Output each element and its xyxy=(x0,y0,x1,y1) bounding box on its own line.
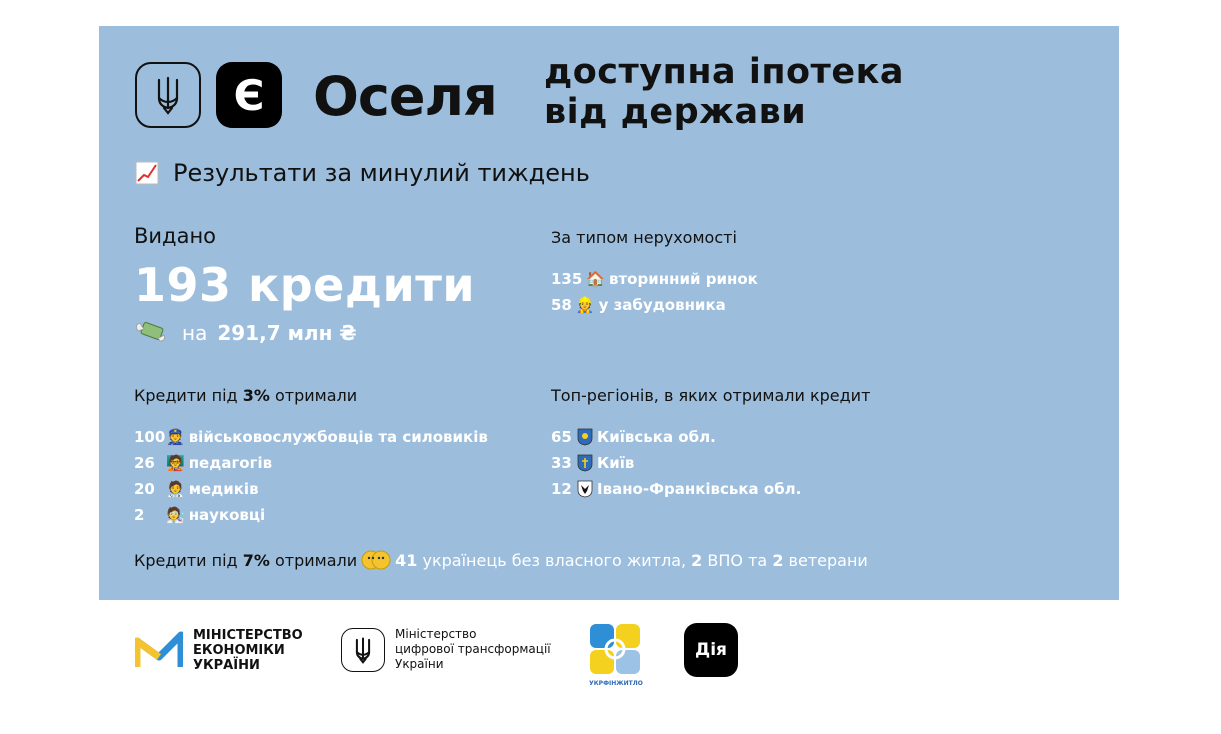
kyiv-oblast-coat-of-arms-icon xyxy=(577,428,593,446)
health-worker-icon: 🧑‍⚕️ xyxy=(166,479,185,498)
issued-count: 193 кредити xyxy=(134,258,476,312)
scientist-icon: 🧑‍🔬 xyxy=(166,505,185,524)
ukrfinzhytlo-logo xyxy=(588,622,644,686)
label-suffix: отримали xyxy=(274,386,358,405)
money-with-wings-icon xyxy=(134,319,166,347)
ministry-economy-logo xyxy=(135,628,303,673)
diia-text: Дія xyxy=(695,640,727,660)
label-prefix: Кредити під xyxy=(134,386,238,405)
category-item xyxy=(134,502,488,528)
me-line-3: УКРАЇНИ xyxy=(193,658,260,673)
tagline-line-2: від держави xyxy=(544,92,807,132)
regions-label: Топ-регіонів, в яких отримали кредит xyxy=(551,386,871,405)
ministry-digital-logo xyxy=(341,627,551,672)
region-label: Київ xyxy=(597,454,635,472)
property-type-label: За типом нерухомості xyxy=(551,228,737,247)
region-item xyxy=(551,424,801,450)
category-num: 100 xyxy=(134,428,166,446)
category-label: науковці xyxy=(188,506,266,524)
teacher-icon: 🧑‍🏫 xyxy=(166,453,185,472)
sum-prefix: на xyxy=(182,321,208,345)
seven-n3: 2 xyxy=(772,550,784,570)
three-percent-list xyxy=(134,424,488,528)
info-panel xyxy=(99,26,1119,600)
ivano-frankivsk-coat-of-arms-icon xyxy=(577,480,593,498)
property-item xyxy=(551,292,758,318)
me-line-2: ЕКОНОМІКИ xyxy=(193,643,285,658)
property-num: 135 xyxy=(551,270,583,288)
sum-value: 291,7 млн ₴ xyxy=(217,321,357,345)
category-label: педагогів xyxy=(188,454,273,472)
issued-sum-row xyxy=(134,319,357,347)
label-bold: 3% xyxy=(242,386,270,405)
tagline xyxy=(544,52,904,132)
region-num: 33 xyxy=(551,454,572,472)
tagline-line-1: доступна іпотека xyxy=(544,52,904,92)
brand-title: Оселя xyxy=(313,65,497,128)
family-faces-icon xyxy=(361,548,391,572)
category-num: 26 xyxy=(134,454,155,472)
category-label: військовослужбовців та силовиків xyxy=(188,428,488,446)
regions-list xyxy=(551,424,801,502)
region-label: Київська обл. xyxy=(597,428,716,446)
region-num: 65 xyxy=(551,428,572,446)
seven-prefix: Кредити під xyxy=(134,550,238,570)
category-label: медиків xyxy=(188,480,259,498)
ministry-economy-text xyxy=(193,628,303,673)
results-title: Результати за минулий тиждень xyxy=(173,159,590,187)
tryzub-icon xyxy=(342,629,384,671)
chart-increasing-icon xyxy=(135,161,159,185)
region-item xyxy=(551,450,801,476)
md-line-2: цифрової трансформації xyxy=(395,642,551,656)
region-label: Івано-Франківська обл. xyxy=(597,480,802,498)
ministry-digital-text xyxy=(395,627,551,672)
category-num: 20 xyxy=(134,480,155,498)
e-logo-badge: Є xyxy=(216,62,282,128)
md-line-1: Міністерство xyxy=(395,627,477,641)
me-line-1: МІНІСТЕРСТВО xyxy=(193,628,303,643)
diia-logo xyxy=(684,623,738,677)
tryzub-icon xyxy=(137,64,199,126)
property-type-list xyxy=(551,266,758,318)
seven-percent-line xyxy=(134,548,868,572)
seven-n1: 41 xyxy=(395,550,418,570)
category-num: 2 xyxy=(134,506,145,524)
seven-mid: отримали xyxy=(274,550,358,570)
kyiv-coat-of-arms-icon xyxy=(577,454,593,472)
seven-n2: 2 xyxy=(691,550,703,570)
property-item xyxy=(551,266,758,292)
property-num: 58 xyxy=(551,296,572,314)
property-label: у забудовника xyxy=(598,296,726,314)
builder-icon: 👷 xyxy=(575,295,595,314)
results-heading xyxy=(135,159,590,187)
ukrfinzhytlo-text: УКРФІНЖИТЛО xyxy=(589,680,643,687)
seven-t3: ветерани xyxy=(788,550,868,570)
category-item xyxy=(134,476,488,502)
seven-bold: 7% xyxy=(242,550,270,570)
seven-t2: ВПО та xyxy=(707,550,768,570)
ministry-economy-emblem-icon xyxy=(135,631,183,671)
property-label: вторинний ринок xyxy=(609,270,758,288)
category-item xyxy=(134,424,488,450)
region-num: 12 xyxy=(551,480,572,498)
region-item xyxy=(551,476,801,502)
three-percent-label xyxy=(134,386,357,405)
category-item xyxy=(134,450,488,476)
house-icon: 🏠 xyxy=(586,269,605,288)
tryzub-badge xyxy=(135,62,201,128)
ministry-digital-emblem xyxy=(341,628,385,672)
issued-label: Видано xyxy=(134,224,217,248)
md-line-3: України xyxy=(395,657,444,671)
ukrfinzhytlo-emblem-icon xyxy=(588,622,642,676)
police-officer-icon: 👮 xyxy=(166,427,185,446)
seven-t1: українець без власного житла, xyxy=(422,550,687,570)
